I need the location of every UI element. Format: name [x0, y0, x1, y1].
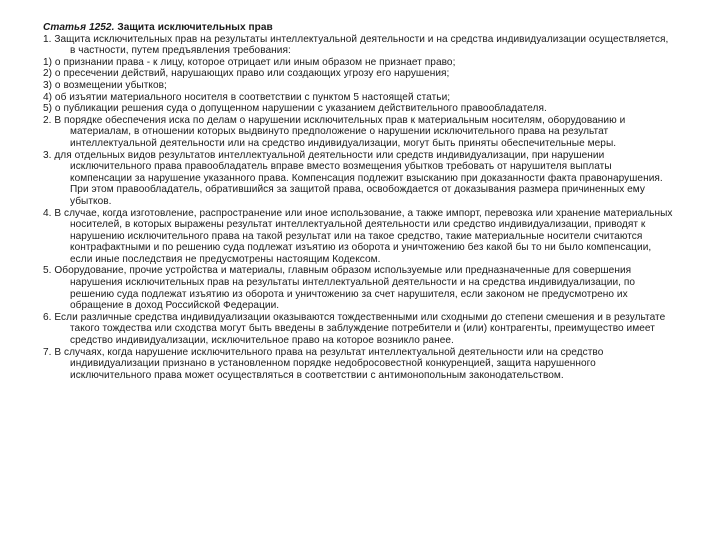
article-number: Статья 1252.: [43, 22, 115, 33]
list-item: 2) о пресечении действий, нарушающих право или создающих угрозу его нарушения;: [43, 68, 450, 80]
article-heading: Защита исключительных прав: [114, 22, 273, 33]
list-item: 5) о публикации решения суда о допущенном нарушении с указанием действительного правообладателя.: [43, 103, 547, 115]
paragraph-1: 1. Защита исключительных прав на результаты интеллектуальной деятельности и на средства индивидуализации осуществляется, в частности, путем предъявления требования:: [43, 33, 669, 57]
list-item: 1) о признании права - к лицу, которое отрицает или иным образом не признает право;: [43, 56, 456, 68]
paragraph-3: 3. для отдельных видов результатов интеллектуальной деятельности или средств индивидуализации, при нарушении исключительного права правообладатель вправе вместо возмещения убытков требовать от нарушителя выплаты компенсации за нарушение указанного права. Компенсация подлежит взысканию при доказанности факта правонарушения. При этом правообладатель, обратившийся за защитой права, освобождается от доказывания размера причиненных ему убытков.: [43, 149, 663, 207]
paragraph-5: 5. Оборудование, прочие устройства и материалы, главным образом используемые или предназначенные для совершения нарушения исключительных прав на результаты интеллектуальной деятельности и на средства индивидуализации, по решению суда подлежат изъятию из оборота и уничтожению за счет нарушителя, если законом не предусмотрено их обращение в доход Российской Федерации.: [43, 265, 636, 312]
paragraph-7: 7. В случаях, когда нарушение исключительного права на результат интеллектуальной деятельности или на средство индивидуализации признано в установленном порядке недобросовестной конкуренцией, защита нарушенного исключительного права может осуществляться в соответствии с антимонопольным законодательством.: [43, 346, 604, 381]
list-item: 4) об изъятии материального носителя в соответствии с пунктом 5 настоящей статьи;: [43, 91, 451, 103]
article-document: [43, 22, 673, 381]
paragraph-4: 4. В случае, когда изготовление, распространение или иное использование, а также импорт, перевозка или хранение материальных носителей, в которых выражены результат интеллектуальной деятельности или средство индивидуализации, приводят к нарушению исключительного права на такой результат или на такое средство, такие материальные носители считаются контрафактными и по решению суда подлежат изъятию из оборота и уничтожению без какой бы то ни было компенсации, если иные последствия не предусмотрены настоящим Кодексом.: [43, 207, 673, 265]
paragraph-2: 2. В порядке обеспечения иска по делам о нарушении исключительных прав к материальным носителям, оборудованию и материалам, в отношении которых выдвинуто предположение о нарушении исключительного права на результат интеллектуальной деятельности или на средство индивидуализации, могут быть приняты обеспечительные меры.: [43, 114, 626, 149]
paragraph-6: 6. Если различные средства индивидуализации оказываются тождественными или сходными до степени смешения и в результате такого тождества или сходства могут быть введены в заблуждение потребители и (или) контрагенты, преимущество имеет средство индивидуализации, исключительное право на которое возникло ранее.: [43, 311, 666, 347]
article-title: [43, 22, 673, 34]
list-item: 3) о возмещении убытков;: [43, 79, 167, 91]
